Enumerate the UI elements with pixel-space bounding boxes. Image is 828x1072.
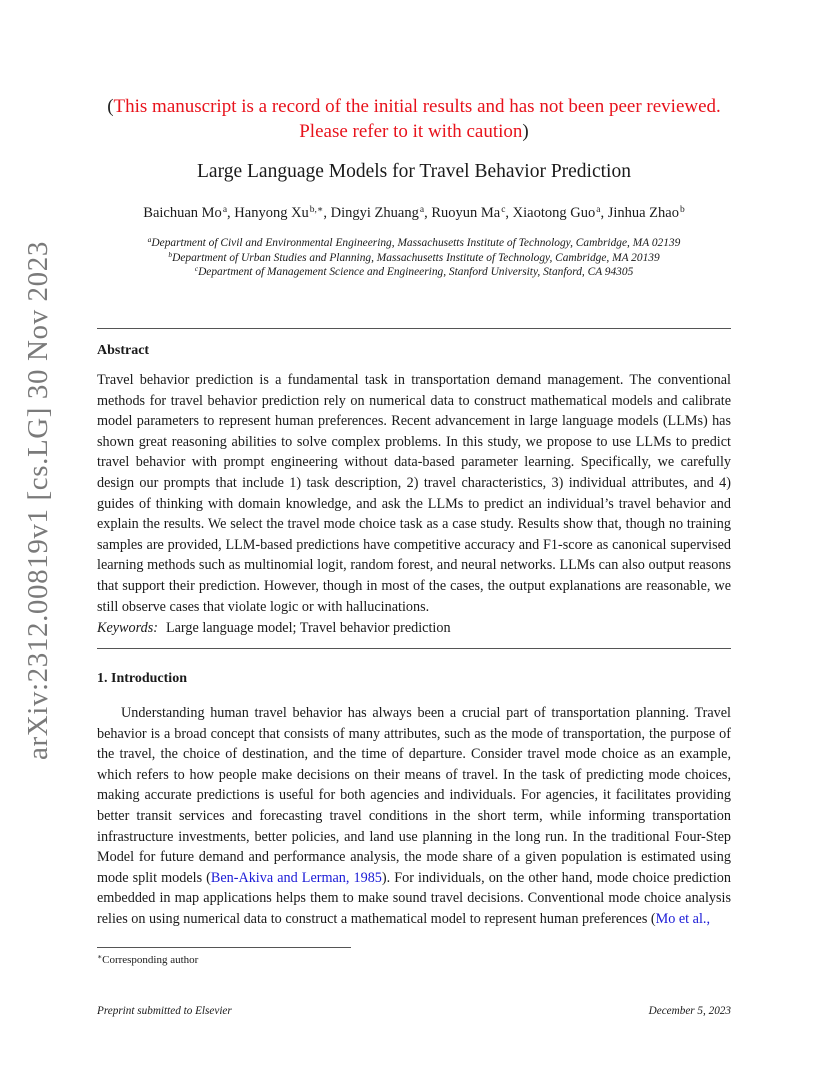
affiliation: $^a$Department of Civil and Environmental Engineering, Massachusetts Institute of Technology, Cambridge, MA 02139 <box>147 235 681 249</box>
citation-link[interactable]: Ben-Akiva and Lerman, 1985 <box>210 869 382 886</box>
citation-link[interactable]: Mo et al., <box>655 910 710 927</box>
author: Dingyi Zhuang$^a$, <box>330 205 432 221</box>
author: Jinhua Zhao$^b$ <box>607 205 685 221</box>
abstract-body: Travel behavior prediction is a fundamental task in transportation demand management. The conventional methods for travel behavior prediction rely on numerical data to construct mathematical models and calibrate model parameters to represent human preferences. Recent advancement in large language models (LLMs) has shown great reasoning abilities to solve complex problems. In this study, we propose to use LLMs to predict travel behavior with prompt engineering without data-based parameter learning. Specifically, we carefully design our prompts that include 1) task description, 2) travel characteristics, 3) individual attributes, and 4) guides of thinking with domain knowledge, and ask the LLMs to predict an individual’s travel behavior and explain the results. We select the travel mode choice task as a case study. Results show that, though no training samples are provided, LLM-based predictions have competitive accuracy and F1-score as canonical supervised learning methods such as multinomial logit, random forest, and neural networks. LLMs can also output reasons that support their prediction. However, though in most of the cases, the output explanations are reasonable, we still observe cases that violate logic or with hallucinations. <box>97 372 731 615</box>
arxiv-stamp: arXiv:2312.00819v1 [cs.LG] 30 Nov 2023 <box>22 241 54 760</box>
affiliation-list <box>97 236 731 280</box>
footer-date: December 5, 2023 <box>648 1005 731 1017</box>
author-list <box>97 203 731 223</box>
abstract-bottom-rule <box>97 648 731 649</box>
author: Hanyong $Xu^{b,∗}$, <box>234 205 331 221</box>
notice-open-paren: ( <box>107 96 114 117</box>
abstract-heading: Abstract <box>97 343 150 358</box>
notice-close-paren: ) <box>522 121 529 142</box>
affiliation: $^b$Department of Urban Studies and Planning, Massachusetts Institute of Technology, Cambridge, MA 20139 <box>168 249 660 264</box>
author: Xiaotong Guo$^a$, <box>512 205 608 221</box>
footer-journal: Preprint submitted to Elsevier <box>97 1005 232 1017</box>
notice-text: This manuscript is a record of the initial results and has not been peer reviewed. Please refer to it with caution <box>113 96 721 142</box>
author: Baichuan Mo$^a$, <box>143 205 235 221</box>
section-heading-introduction: 1. Introduction <box>97 671 187 686</box>
abstract-top-rule <box>97 328 731 329</box>
footnote-rule <box>97 947 351 948</box>
keywords <box>97 618 451 638</box>
keywords-label: Keywords: <box>97 620 158 636</box>
manuscript-notice <box>97 94 731 144</box>
introduction-paragraph: Understanding human travel behavior has always been a crucial part of transportation planning. Travel behavior is a broad concept that consists of many attributes, such as the mode of transportation, the purpose of the travel, the choice of destination, and the time of departure. Consider travel mode choice as an example, which refers to how people make decisions on their means of travel. In the task of predicting mode choices, making accurate predictions is useful for both agencies and individuals. For agencies, it facilitates providing better transit services and forecasting travel conditions in the short term, while informing transportation infrastructure investments, better policies, and land use planning in the long run. In the traditional Four-Step Model for future demand and performance analysis, the mode share of a given population is estimated using mode split models (Ben-Akiva and Lerman, 1985). For individuals, on the other hand, mode choice prediction embedded in map applications helps them to make sound travel decisions. Conventional mode choice analysis relies on using numerical data to construct a mathematical model to represent human preferences (Mo et al., <box>97 705 731 927</box>
paper-title: Large Language Models for Travel Behavior Prediction <box>197 161 631 182</box>
footnote: ∗Corresponding author <box>97 952 199 966</box>
keywords-text: Large language model; Travel behavior prediction <box>165 620 451 636</box>
affiliation: $^c$Department of Management Science and Engineering, Stanford University, Stanford, CA 94305 <box>194 264 634 278</box>
author: Ruoyun Ma$^c$, <box>431 205 513 221</box>
